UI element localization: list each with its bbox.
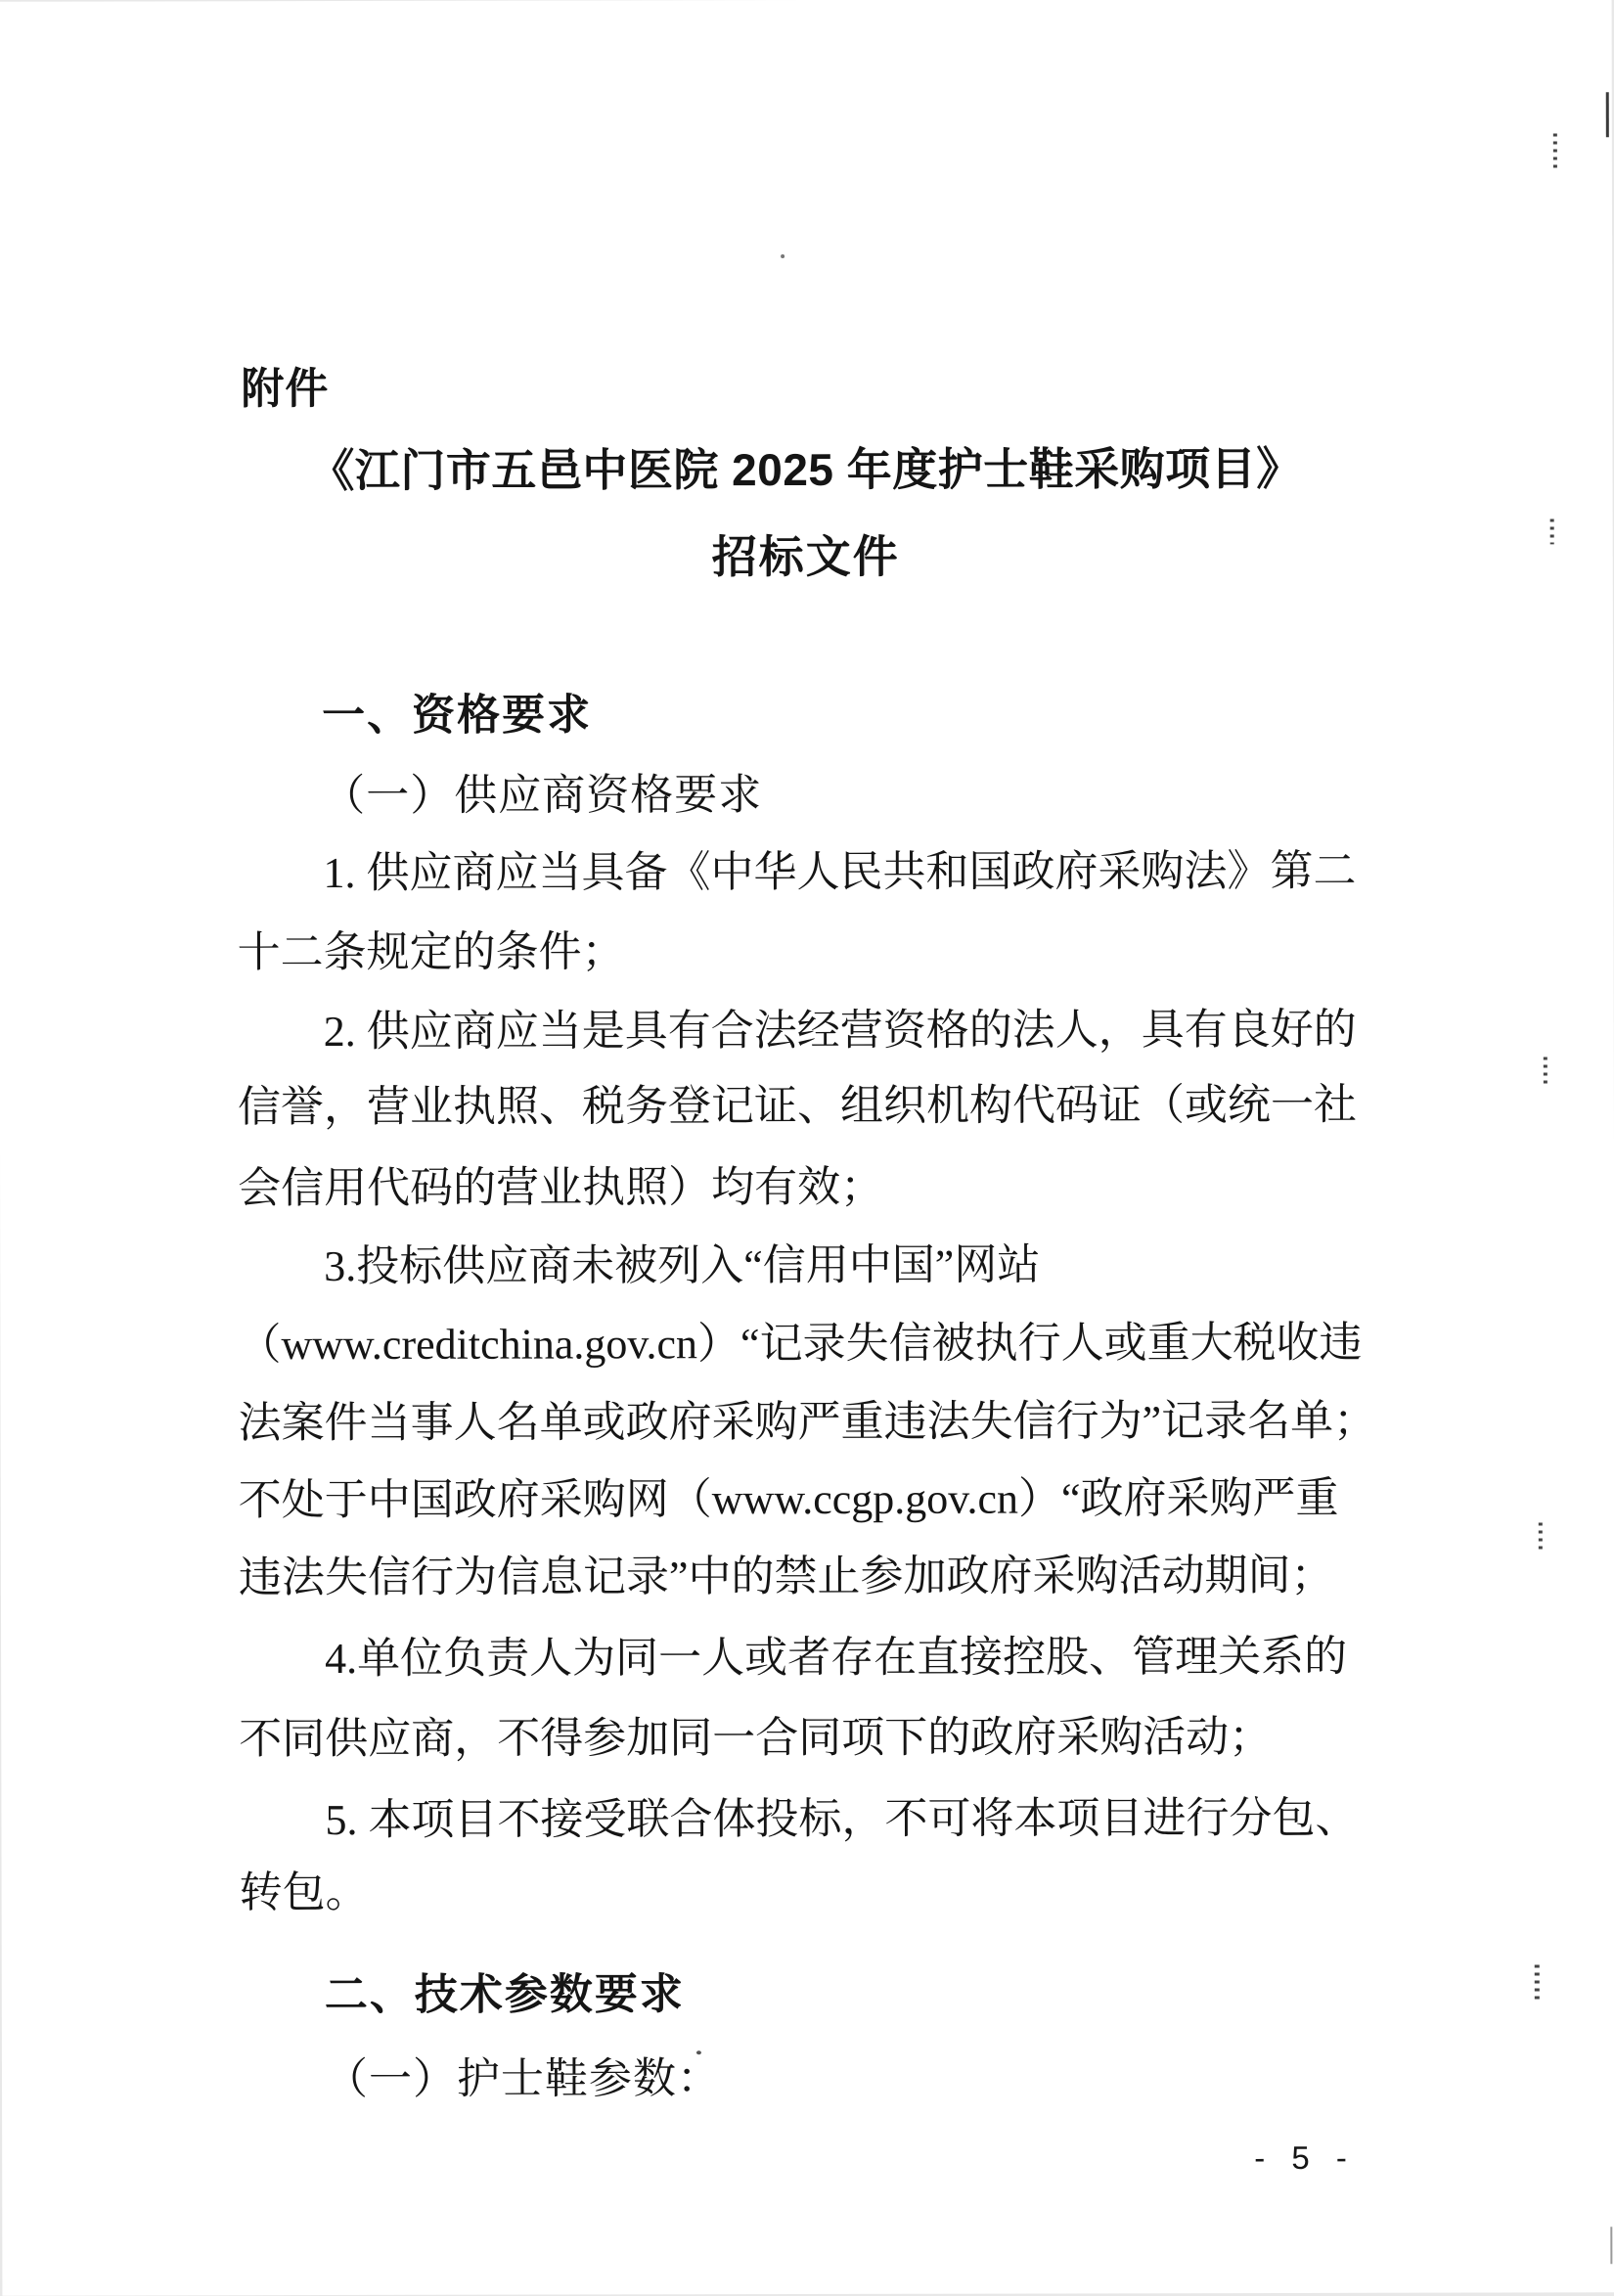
scan-artifact-dots — [1535, 1964, 1540, 2002]
section1-subheading: （一）供应商资格要求 — [322, 771, 763, 821]
body-line: 1. 供应商应当具备《中华人民共和国政府采购法》第二 — [323, 846, 1357, 898]
body-line: 4.单位负责人为同一人或者存在直接控股、管理关系的 — [325, 1632, 1348, 1684]
attachment-label: 附件 — [241, 365, 330, 414]
body-line: 转包。 — [239, 1868, 369, 1917]
body-line: （www.creditchina.gov.cn）“记录失信被执行人或重大税收违 — [238, 1318, 1363, 1370]
document-title: 《江门市五邑中医院 2025 年度护士鞋采购项目》 — [309, 442, 1302, 497]
body-line: 会信用代码的营业执照）均有效； — [238, 1162, 884, 1213]
body-line: 违法失信行为信息记录”中的禁止参加政府采购活动期间； — [238, 1551, 1334, 1602]
section1-heading: 一、资格要求 — [322, 691, 593, 741]
scan-artifact-edge-line — [1606, 92, 1609, 137]
page-number: - 5 - — [1254, 2138, 1356, 2177]
body-line: 3.投标供应商未被列入“信用中国”网站 — [324, 1240, 1041, 1291]
body-line: 不同供应商，不得参加同一合同项下的政府采购活动； — [239, 1713, 1273, 1764]
section2-heading: 二、技术参数要求 — [324, 1970, 685, 2020]
scan-artifact-dots — [1550, 518, 1554, 544]
scan-artifact-dot — [696, 2050, 701, 2054]
scan-artifact-dots — [1539, 1522, 1543, 1553]
body-line: 不处于中国政府采购网（www.ccgp.gov.cn）“政府采购严重 — [238, 1473, 1339, 1525]
body-line: 法案件当事人名单或政府采购严重违法失信行为”记录名单； — [238, 1396, 1377, 1448]
body-line: 十二条规定的条件； — [237, 927, 625, 977]
scan-artifact-dot — [781, 254, 785, 258]
scan-artifact-dots — [1553, 133, 1557, 168]
document-subtitle: 招标文件 — [711, 530, 900, 583]
body-line: 5. 本项目不接受联合体投标，不可将本项目进行分包、 — [325, 1793, 1359, 1845]
scan-artifact-dots — [1544, 1057, 1547, 1086]
body-line: 信誉，营业执照、税务登记证、组织机构代码证（或统一社 — [237, 1080, 1357, 1132]
body-line: 2. 供应商应当是具有合法经营资格的法人，具有良好的 — [323, 1005, 1357, 1057]
scan-artifact-edge-line — [1610, 2227, 1612, 2264]
section2-subheading: （一）护士鞋参数： — [324, 2054, 722, 2104]
